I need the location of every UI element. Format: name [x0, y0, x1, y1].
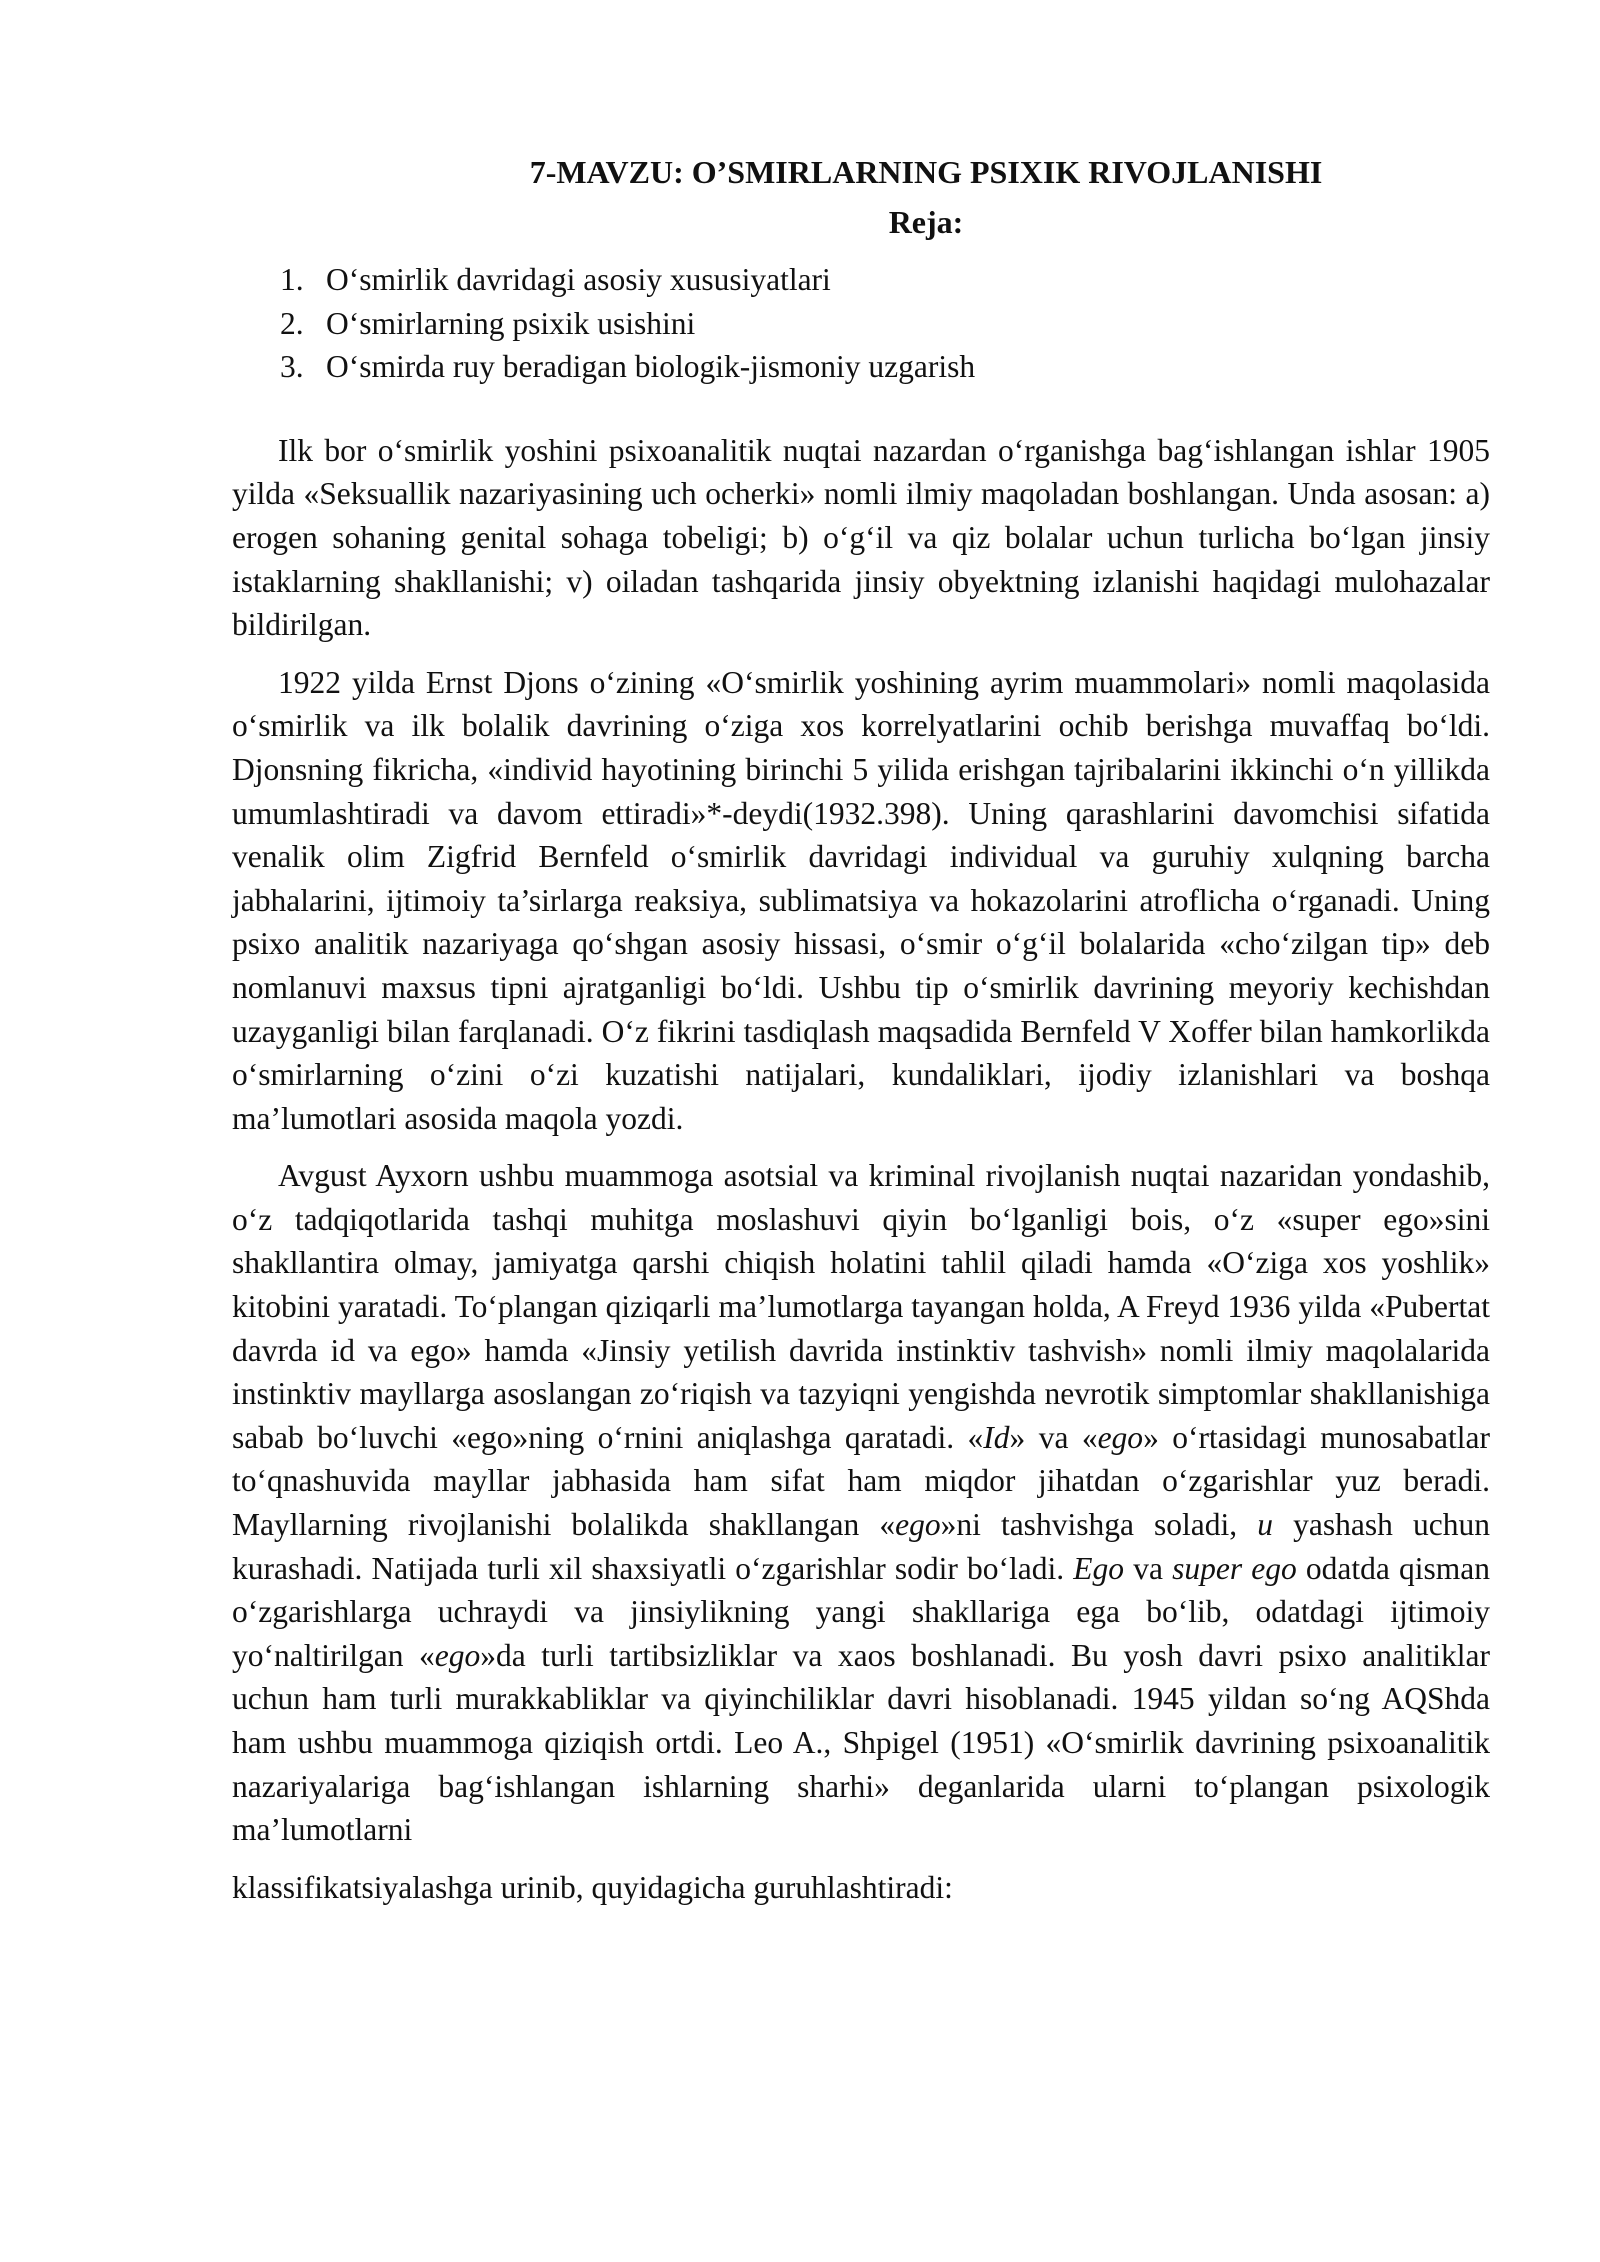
italic-term: super ego	[1172, 1550, 1297, 1586]
italic-term: Id	[983, 1419, 1010, 1455]
plan-item	[280, 345, 1490, 389]
plan-item-text: O‘smirlarning psixik usishini	[326, 305, 696, 341]
document-body	[232, 429, 1490, 1910]
paragraph-1: Ilk bor o‘smirlik yoshini psixoanalitik nuqtai nazardan o‘rganishga bag‘ishlangan ishlar 1905 yilda «Seksuallik nazariyasining uch ocherki» nomli ilmiy maqoladan boshlangan. Unda asosan: a) erogen sohaning genital sohaga tobeligi; b) o‘g‘il va qiz bolalar uchun turlicha bo‘lgan jinsiy istaklarning shakllanishi; v) oiladan tashqarida jinsiy obyektning izlanishi haqidagi mulohazalar bildirilgan.	[232, 432, 1490, 643]
plan-item-text: O‘smirlik davridagi asosiy xususiyatlari	[326, 262, 831, 297]
text-run: Avgust Ayxorn ushbu muammoga asotsial va kriminal rivojlanish nuqtai nazaridan yondashib, o‘z tadqiqotlarida tashqi muhitga moslashuvi qiyin bo‘lganligi bois, o‘z «super ego»sini shakllantira olmay, jamiyatga qarshi chiqish holatini tahlil qiladi hamda «O‘ziga xos yoshlik» kitobini yaratadi. To‘plangan qiziqarli ma’lumotlarga tayangan holda, A Freyd 1936 yilda «Pubertat davrda id va ego» hamda «Jinsiy yetilish davrida instinktiv tashvish» nomli ilmiy maqolalarida instinktiv mayllarga asoslangan zo‘riqish va tazyiqni yengishda nevrotik simptomlar shakllanishiga sabab bo‘luvchi «ego»ning o‘rnini aniqlashga qaratadi. «	[232, 1158, 1490, 1455]
plan-item	[280, 258, 1490, 302]
text-run: va	[1124, 1550, 1173, 1586]
italic-term: ego	[1097, 1419, 1144, 1455]
italic-term: ego	[895, 1507, 941, 1543]
italic-term: Ego	[1073, 1550, 1125, 1586]
text-run: yashash uchun kurashadi. Natijada turli xil shaxsiyatli o‘zgarishlar sodir bo‘ladi.	[232, 1507, 1490, 1586]
plan-item	[280, 302, 1490, 346]
text-run: »da turli tartibsizliklar va xaos boshlanadi. Bu yosh davri psixo analitiklar uchun ham turli murakkabliklar va qiyinchiliklar davri hisoblanadi. 1945 yildan so‘ng AQShda ham ushbu muammoga qiziqish ortdi. Leo A., Shpigel (1951) «O‘smirlik davrining psixoanalitik nazariyalariga bag‘ishlangan ishlarning sharhi» deganlarida ularni to‘plangan psixologik ma’lumotlarni	[232, 1637, 1491, 1848]
text-run: »ni tashvishga soladi,	[940, 1507, 1258, 1543]
paragraph-3	[232, 1154, 1490, 1852]
italic-term: ego	[434, 1637, 481, 1673]
text-run: odatda qisman o‘zgarishlarga uchraydi va jinsiylikning yangi shakllariga ega bo‘lib, odatdagi ijtimoiy yo‘naltirilgan «	[232, 1550, 1491, 1673]
plan-item-number: 2.	[280, 305, 304, 341]
italic-term: u	[1257, 1507, 1274, 1543]
document-page	[232, 150, 1490, 1909]
plan-item-text: O‘smirda ruy beradigan biologik-jismoniy uzgarish	[326, 349, 976, 385]
plan-heading: Reja:	[888, 204, 964, 240]
topic-title: 7-MAVZU: O’SMIRLARNING PSIXIK RIVOJLANISHI	[529, 154, 1323, 190]
paragraph-3-last-line: klassifikatsiyalashga urinib, quyidagicha guruhlashtiradi:	[232, 1869, 953, 1905]
plan-item-number: 1.	[280, 262, 304, 297]
paragraph-2: 1922 yilda Ernst Djons o‘zining «O‘smirlik yoshining ayrim muammolari» nomli maqolasida o‘smirlik va ilk bolalik davrining o‘ziga xos korrelyatlarini ochib berishga muvaffaq bo‘ldi. Djonsning fikricha, «individ hayotining birinchi 5 yilida erishgan tajribalarini ikkinchi o‘n yillikda umumlashtiradi va davom ettiradi»*-deydi(1932.398). Uning qarashlarini davomchisi sifatida venalik olim Zigfrid Bernfeld o‘smirlik davridagi individual va guruhiy xulqning barcha jabhalarini, ijtimoiy ta’sirlarga reaksiya, sublimatsiya va hokazolarini atroflicha o‘rganadi. Uning psixo analitik nazariyaga qo‘shgan asosiy hissasi, o‘smir o‘g‘il bolalarida «cho‘zilgan tip» deb nomlanuvi maxsus tipni ajratganligi bo‘ldi. Ushbu tip o‘smirlik davrining meyoriy kechishdan uzayganligi bilan farqlanadi. O‘z fikrini tasdiqlash maqsadida Bernfeld V Xoffer bilan hamkorlikda o‘smirlarning o‘zini o‘zi kuzatishi natijalari, kundaliklari, ijodiy izlanishlari va boshqa ma’lumotlari asosida maqola yozdi.	[232, 664, 1490, 1136]
text-run: » va «	[1009, 1419, 1098, 1455]
text-run: » o‘rtasidagi munosabatlar to‘qnashuvida mayllar jabhasida ham sifat ham miqdor jihatdan o‘zgarishlar yuz beradi. Mayllarning rivojlanishi bolalikda shakllangan «	[232, 1419, 1491, 1543]
plan-list	[232, 258, 1490, 389]
plan-item-number: 3.	[280, 349, 304, 385]
